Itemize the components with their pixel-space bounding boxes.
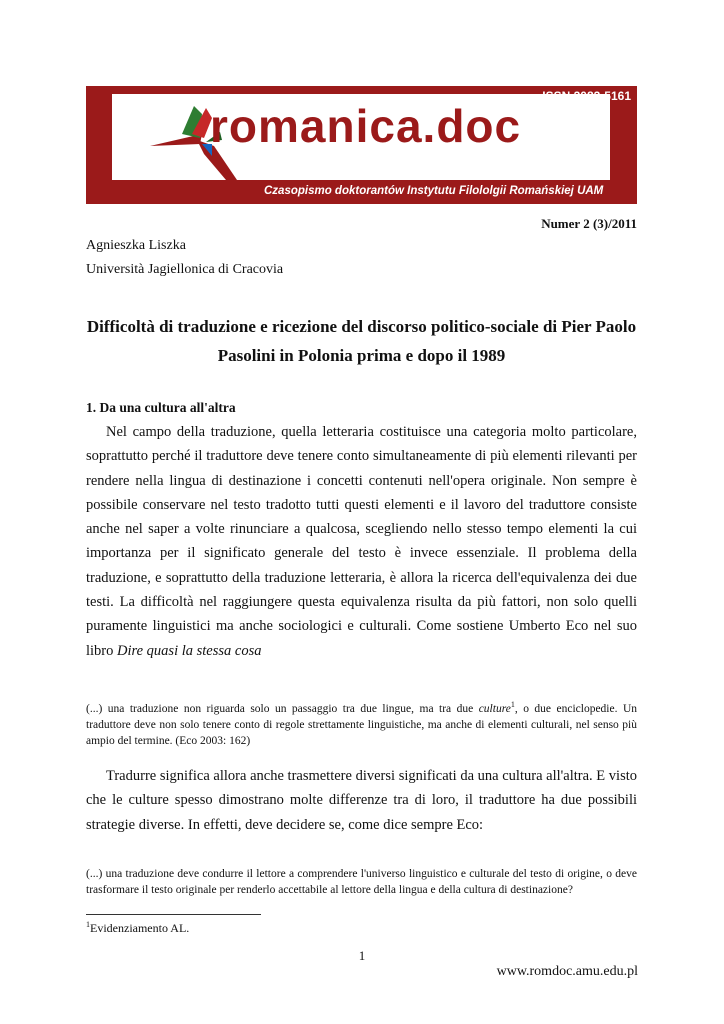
block-quote-2: (...) una traduzione deve condurre il lettore a comprendere l'universo linguistico e culturale del testo di origine, o deve trasformare il testo originale per renderlo accettabile al lettore della lingua e della cultura di destinazione? — [86, 868, 637, 896]
journal-subtitle: Czasopismo doktorantów Instytutu Filololgii Romańskiej UAM — [264, 185, 604, 197]
banner-logo-area — [112, 94, 610, 180]
journal-name-romanica: romanica — [210, 100, 423, 152]
site-url[interactable]: www.romdoc.amu.edu.pl — [496, 964, 638, 979]
author-name: Agnieszka Liszka — [86, 238, 186, 253]
quote-1-after: , o due enciclopedie. Un traduttore deve non solo tenere conto di regole strettamente linguistiche, ma anche di elementi culturali, nel senso più ampio del termine. (Eco 2003: 162) — [86, 702, 637, 747]
paragraph-2: Tradurre significa allora anche trasmettere diversi significati da una cultura all'altra. E visto che le culture spesso dimostrano molte differenze tra di loro, il traduttore ha due possibili strategie diverse. In effetti, deve decidere se, come dice sempre Eco: — [86, 768, 637, 833]
paragraph-1 — [86, 420, 637, 663]
footnote-divider — [86, 914, 261, 915]
issn-label: ISSN 2082-5161 — [542, 89, 631, 103]
journal-name-doc: doc — [436, 100, 522, 152]
book-title: Dire quasi la stessa cosa — [117, 642, 262, 659]
journal-name-dot: . — [422, 100, 437, 152]
footnote-text: Evidenziamento AL. — [90, 921, 190, 935]
journal-name — [210, 99, 521, 153]
section-heading: 1. Da una cultura all'altra — [86, 400, 236, 415]
journal-banner — [86, 86, 637, 204]
footnote-mark: 1 — [86, 920, 90, 929]
quote-1-before: (...) una traduzione non riguarda solo un passaggio tra due lingue, ma tra due — [86, 702, 479, 715]
footnote-reference[interactable]: 1 — [510, 700, 515, 709]
quote-1-emphasis: culture — [478, 702, 511, 715]
paragraph-1-text: Nel campo della traduzione, quella letteraria costituisce una categoria molto particolare, soprattutto perché il traduttore deve tenere conto simultaneamente di più elementi rilevanti per rendere nella lingua di destinazione i concetti contenuti nell'opera originale. Non sempre è possibile conservare nel testo tradotto tutti questi elementi e il lavoro del traduttore consiste anche nel saper a volte rinunciare a qualcosa, scegliendo nello stesso tempo elementi la cui importanza per il significato generale del testo è invece essenziale. Il problema della traduzione, e soprattutto della traduzione letteraria, è allora la ricerca dell'equivalenza dei due testi. La difficoltà nel raggiungere questa equivalenza risulta da più fattori, non solo quelli puramente linguistici ma anche sociologici e culturali. Come sostiene Umberto Eco nel suo libro — [86, 424, 637, 659]
block-quote-1 — [86, 697, 637, 749]
author-affiliation: Università Jagiellonica di Cracovia — [86, 262, 284, 277]
issue-number: Numer 2 (3)/2011 — [541, 216, 637, 231]
page-number: 1 — [358, 948, 366, 963]
footnote — [86, 920, 189, 936]
article-title: Difficoltà di traduzione e ricezione del discorso politico-sociale di Pier Paolo Pasolini in Polonia prima e dopo il 1989 — [86, 317, 637, 365]
